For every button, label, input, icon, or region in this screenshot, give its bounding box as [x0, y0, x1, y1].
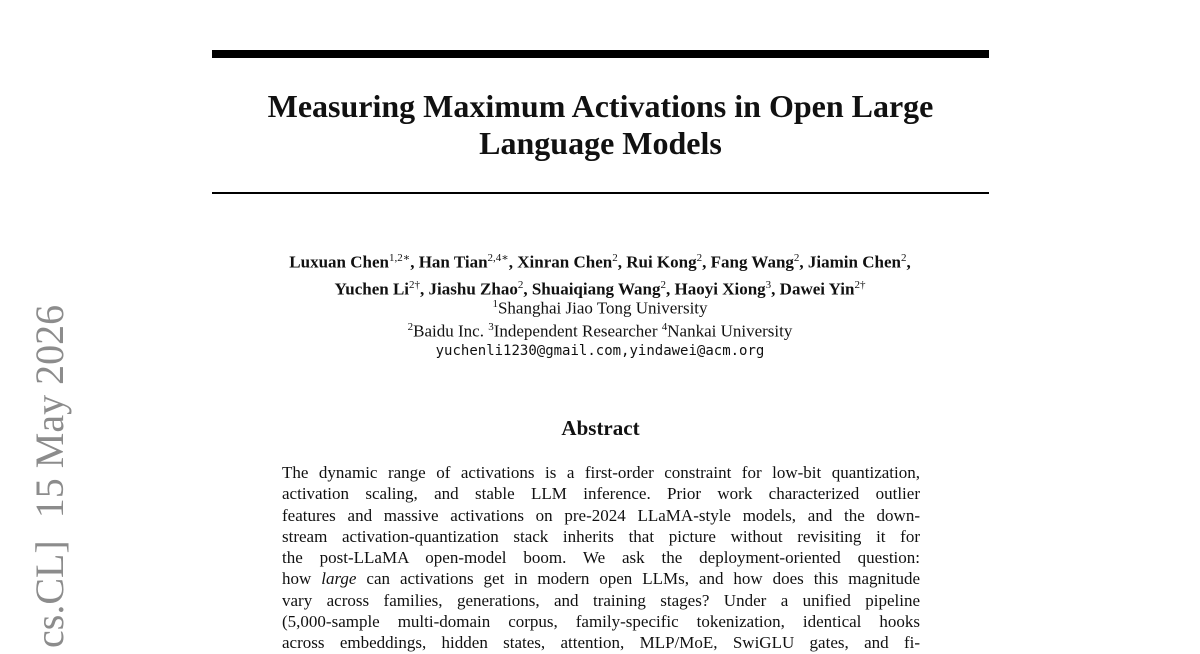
author-name: Yuchen Li	[334, 279, 410, 299]
author-name: Jiamin Chen	[807, 252, 901, 272]
author-affiliation-mark: 2,4∗	[487, 252, 509, 264]
abstract-line: stream activation-quantization stack inherits that picture without revisiting it for	[282, 526, 920, 546]
affiliation-mark: 1	[492, 298, 498, 310]
affiliation-mark: 4	[661, 321, 668, 333]
affiliation-name: Shanghai Jiao Tong University	[497, 298, 708, 318]
author-affiliation-mark: 2	[660, 278, 667, 291]
author-name: Han Tian	[418, 252, 488, 272]
arxiv-category: cs.CL]	[27, 540, 72, 648]
author-affiliation-mark: 2	[612, 252, 618, 264]
abstract-line: vary across families, generations, and training stages? Under a unified pipeline	[282, 590, 920, 610]
author-affiliation-mark: 2	[696, 252, 703, 264]
affiliation-name: Independent Researcher	[493, 321, 662, 341]
author-name: Luxuan Chen	[289, 252, 389, 272]
author-name: Haoyi Xiong	[674, 279, 766, 299]
author-affiliation-mark: 3	[765, 278, 772, 291]
affiliation-mark: 2	[407, 321, 414, 333]
author-affiliation-mark: 2†	[409, 278, 421, 291]
title-line-2: Language Models	[479, 125, 722, 161]
author-name: Xinran Chen	[517, 252, 613, 272]
affiliation-name: Nankai University	[667, 321, 793, 341]
affiliation-mark: 3	[488, 321, 494, 333]
title-line-1: Measuring Maximum Activations in Open Large	[267, 88, 934, 124]
author-line-1: Luxuan Chen$^{1,2∗}$, Han Tian$^{2,4∗}$, Xinran Chen$^2$, Rui Kong$^2$, Fang Wang$^2$, Jiamin Chen$^2$,	[289, 252, 911, 272]
paper-title	[212, 88, 989, 162]
author-name: Jiashu Zhao	[428, 279, 518, 299]
abstract-line: (5,000-sample multi-domain corpus, family-specific tokenization, identical hooks	[282, 612, 920, 632]
title-top-rule	[212, 50, 989, 58]
author-name: Dawei Yin	[779, 279, 855, 299]
abstract-line: The dynamic range of activations is a first-order constraint for low-bit quantization,	[282, 463, 920, 482]
affiliation-line-2	[150, 316, 1050, 343]
author-affiliation-mark: 1,2∗	[388, 252, 411, 264]
contact-emails[interactable]: yuchenli1230@gmail.com,yindawei@acm.org	[435, 343, 765, 359]
author-affiliation-mark: 2†	[854, 278, 866, 291]
title-bottom-rule	[212, 192, 989, 194]
abstract-line: how large can activations get in modern open LLMs, and how does this magnitude	[282, 569, 920, 589]
abstract-heading: Abstract	[561, 416, 640, 440]
author-affiliation-mark: 2	[793, 252, 800, 264]
author-name: Fang Wang	[710, 252, 794, 272]
abstract-line: features and massive activations on pre-2024 LLaMA-style models, and the down-	[282, 505, 920, 525]
author-line-2: Yuchen $Li^{2\dagger}$, Jiashu Zhao$^2$, Shuaiqiang Wang$^2$, Haoyi Xiong$^3$, Dawei Yin$^{2\dagger}$	[334, 278, 866, 299]
author-name: Rui Kong	[626, 252, 697, 272]
author-affiliation-mark: 2	[900, 252, 907, 264]
arxiv-date: 15 May 2026	[27, 304, 72, 519]
abstract-line: activation scaling, and stable LLM inference. Prior work characterized outlier	[282, 484, 920, 504]
arxiv-sidebar-stamp	[27, 304, 72, 648]
abstract-body	[282, 462, 920, 654]
abstract-line: the post-LLaMA open-model boom. We ask the deployment-oriented question:	[282, 548, 920, 568]
affiliation-name: Baidu Inc.	[413, 321, 489, 341]
author-affiliation-mark: 2	[517, 278, 524, 291]
abstract-line: across embeddings, hidden states, attention, MLP/MoE, SwiGLU gates, and fi-	[282, 633, 920, 653]
author-name: Shuaiqiang Wang	[531, 279, 661, 299]
